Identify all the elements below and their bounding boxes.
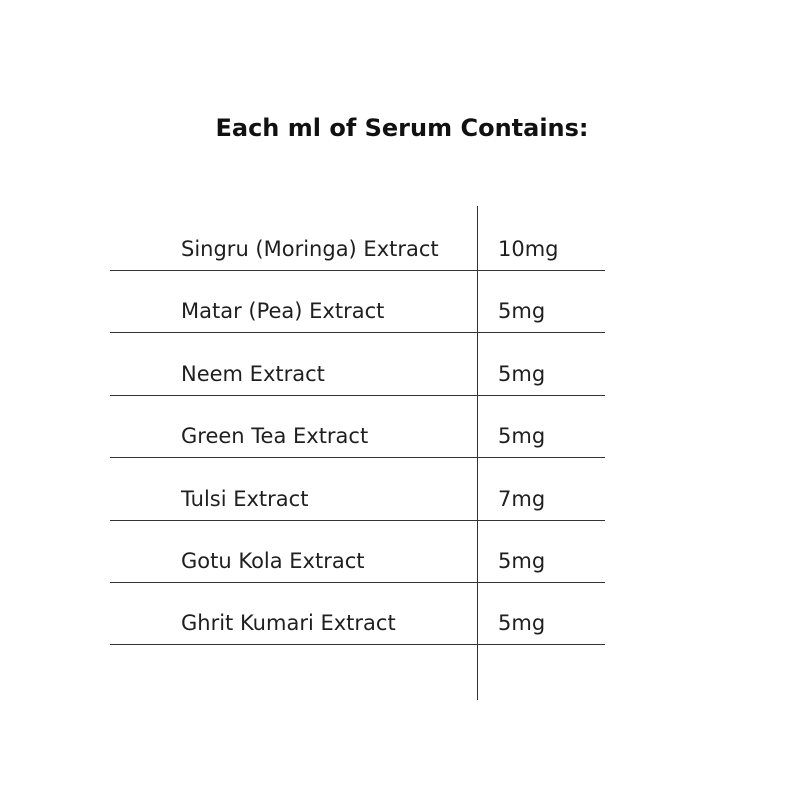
table-row <box>110 521 605 583</box>
ingredient-amount: 5mg <box>498 299 546 323</box>
ingredient-name: Green Tea Extract <box>181 424 369 448</box>
table-row <box>110 396 605 458</box>
ingredient-name: Matar (Pea) Extract <box>181 299 385 323</box>
ingredient-name: Gotu Kola Extract <box>181 549 365 573</box>
ingredients-table <box>110 206 605 700</box>
ingredient-amount: 10mg <box>498 237 559 261</box>
ingredient-amount: 5mg <box>498 611 546 635</box>
ingredient-name: Tulsi Extract <box>181 487 309 511</box>
table-row <box>110 271 605 333</box>
ingredient-amount: 7mg <box>498 487 546 511</box>
ingredient-name: Singru (Moringa) Extract <box>181 237 439 261</box>
ingredient-amount: 5mg <box>498 424 546 448</box>
page-title: Each ml of Serum Contains: <box>215 114 589 142</box>
ingredient-amount: 5mg <box>498 549 546 573</box>
table-row <box>110 583 605 645</box>
table-row <box>110 459 605 521</box>
ingredient-name: Neem Extract <box>181 362 325 386</box>
table-row <box>110 334 605 396</box>
ingredient-name: Ghrit Kumari Extract <box>181 611 396 635</box>
ingredient-amount: 5mg <box>498 362 546 386</box>
table-row <box>110 209 605 271</box>
